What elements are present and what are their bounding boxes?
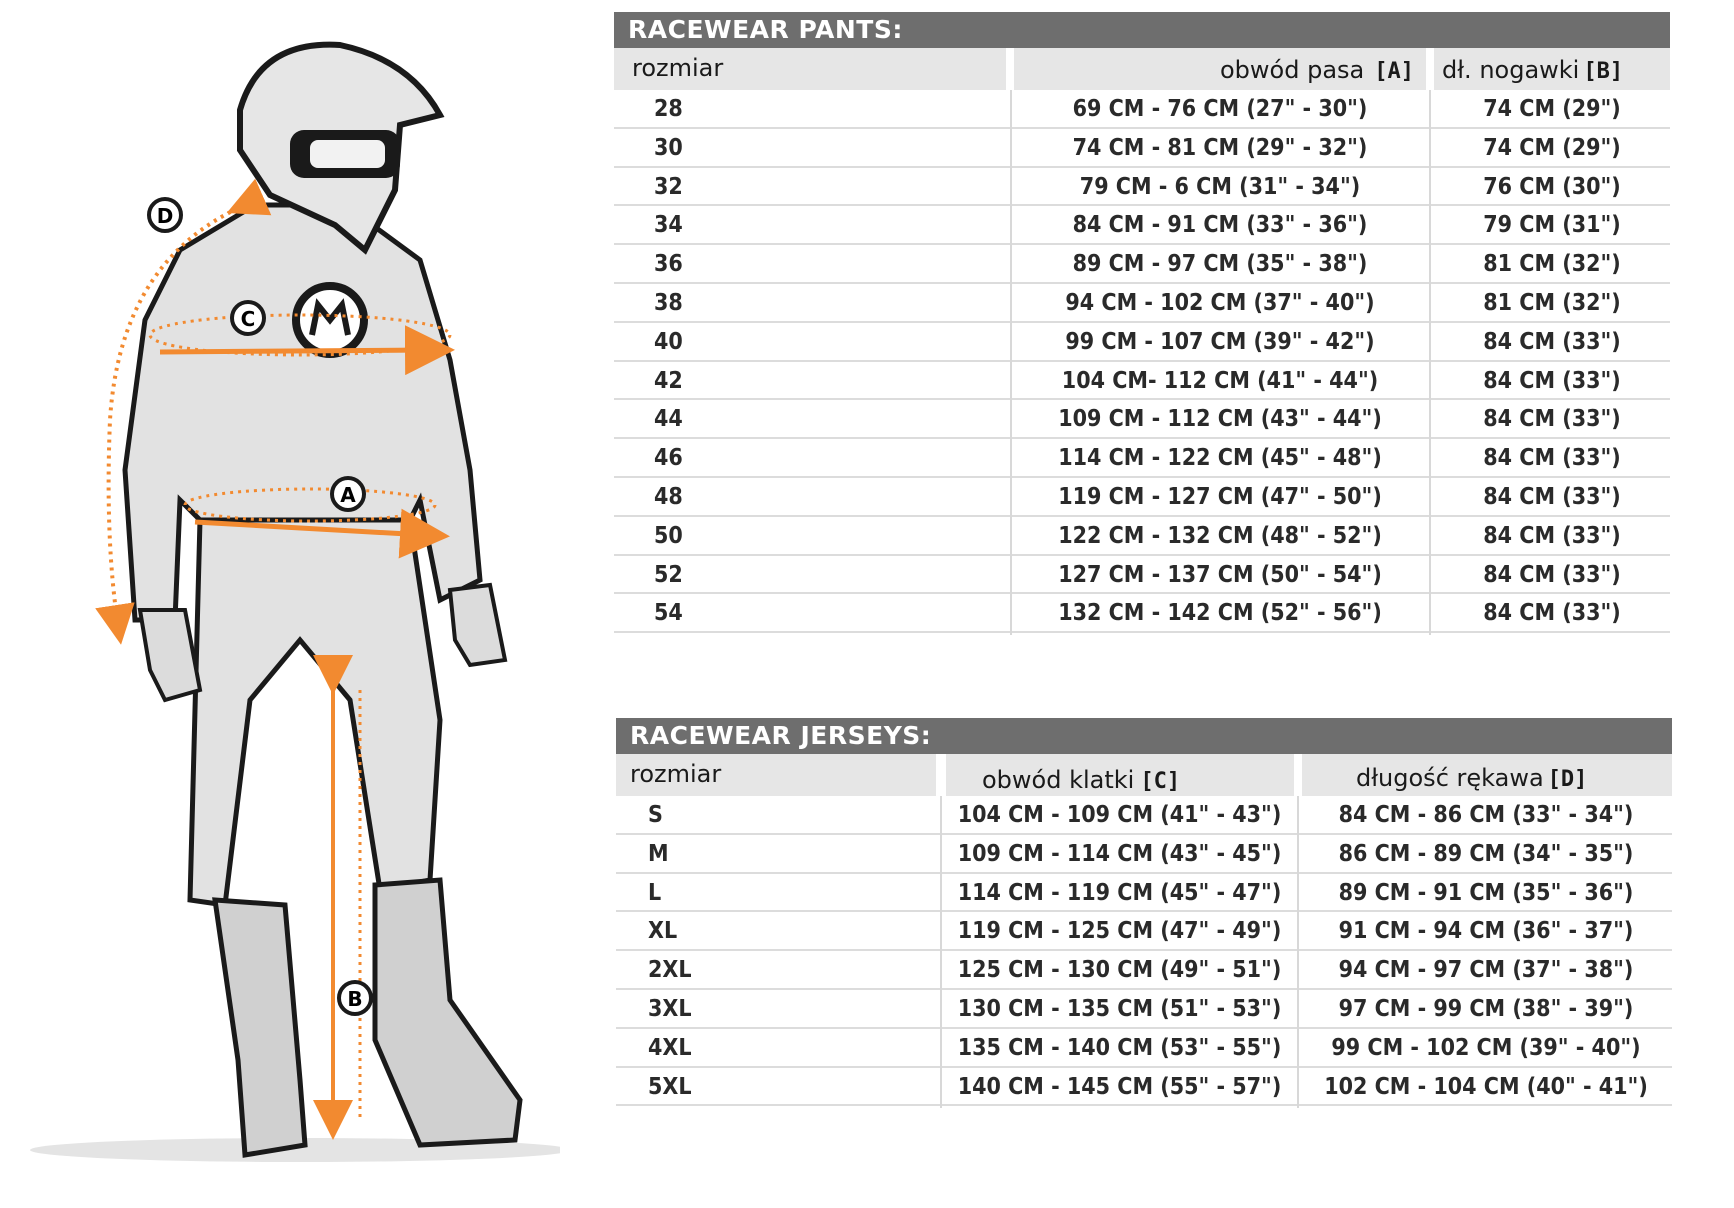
pants-header-waist: obwód pasa [A] [1014, 48, 1426, 90]
jerseys-size-table [616, 718, 1672, 1108]
table-row [614, 517, 1670, 556]
cell-sleeve: 102 CM - 104 CM (40" - 41") [1324, 1073, 1648, 1100]
table-row [614, 400, 1670, 439]
table-row [616, 990, 1672, 1029]
cell-leg: 84 CM (33") [1483, 561, 1621, 588]
cell-size: 38 [654, 289, 683, 316]
right-boot [375, 880, 520, 1145]
pants-table-header [614, 48, 1670, 90]
label-d-badge [149, 199, 181, 231]
jerseys-table-header [616, 754, 1672, 796]
cell-size: 28 [654, 96, 683, 122]
cell-waist: 104 CM- 112 CM (41" - 44") [1061, 367, 1379, 394]
cell-waist: 127 CM - 137 CM (50" - 54") [1058, 561, 1382, 588]
cell-leg: 84 CM (33") [1483, 483, 1621, 510]
cell-waist: 114 CM - 122 CM (45" - 48") [1058, 445, 1382, 472]
jerseys-header-size: rozmiar [616, 754, 936, 796]
cell-leg: 84 CM (33") [1483, 445, 1621, 472]
cell-waist: 132 CM - 142 CM (52" - 56") [1058, 600, 1382, 627]
pants-table-body [614, 90, 1670, 633]
cell-size: 44 [654, 406, 683, 433]
table-row [614, 168, 1670, 207]
cell-leg: 84 CM (33") [1483, 406, 1621, 433]
svg-text:B: B [347, 987, 363, 1011]
cell-waist: 94 CM - 102 CM (37" - 40") [1065, 289, 1375, 316]
cell-chest: 135 CM - 140 CM (53" - 55") [957, 1034, 1282, 1061]
jerseys-table-title: RACEWEAR JERSEYS: [616, 718, 1672, 754]
cell-waist: 122 CM - 132 CM (48" - 52") [1058, 522, 1382, 549]
cell-sleeve: 94 CM - 97 CM (37" - 38") [1338, 957, 1634, 984]
cell-waist: 99 CM - 107 CM (39" - 42") [1065, 328, 1375, 355]
table-row [616, 835, 1672, 874]
cell-size: 42 [654, 367, 683, 394]
table-row [614, 284, 1670, 323]
table-row [614, 90, 1670, 129]
table-row [614, 206, 1670, 245]
cell-sleeve: 97 CM - 99 CM (38" - 39") [1338, 995, 1634, 1022]
cell-size: 52 [654, 561, 683, 588]
cell-waist: 74 CM - 81 CM (29" - 32") [1072, 134, 1368, 161]
rider-measurement-illustration [0, 0, 560, 1208]
cell-chest: 109 CM - 114 CM (43" - 45") [957, 840, 1282, 867]
cell-chest: 140 CM - 145 CM (55" - 57") [957, 1073, 1282, 1100]
cell-size: 50 [654, 522, 683, 549]
cell-waist: 119 CM - 127 CM (47" - 50") [1058, 483, 1382, 510]
cell-size: S [648, 802, 663, 828]
cell-size: 3XL [648, 995, 692, 1022]
table-row [614, 362, 1670, 401]
table-row [616, 1068, 1672, 1107]
cell-leg: 81 CM (32") [1483, 251, 1621, 278]
pants-header-leg: dł. nogawki [B] [1434, 48, 1670, 90]
table-row [616, 874, 1672, 913]
jerseys-header-sleeve: długość rękawa [D] [1302, 754, 1672, 796]
cell-size: 54 [654, 600, 683, 627]
table-row [614, 245, 1670, 284]
svg-text:A: A [340, 483, 356, 507]
pants-size-table [614, 12, 1670, 632]
cell-size: 48 [654, 483, 683, 510]
cell-size: L [648, 879, 662, 906]
cell-chest: 130 CM - 135 CM (51" - 53") [957, 995, 1282, 1022]
cell-leg: 84 CM (33") [1483, 522, 1621, 549]
cell-size: 40 [654, 328, 683, 355]
table-row [614, 323, 1670, 362]
cell-leg: 76 CM (30") [1483, 173, 1621, 200]
cell-size: 46 [654, 445, 683, 472]
cell-sleeve: 99 CM - 102 CM (39" - 40") [1331, 1034, 1641, 1061]
cell-leg: 74 CM (29") [1483, 96, 1621, 122]
cell-size: 32 [654, 173, 683, 200]
cell-sleeve: 91 CM - 94 CM (36" - 37") [1338, 918, 1634, 945]
cell-size: 30 [654, 134, 683, 161]
label-b-badge [339, 982, 371, 1014]
cell-waist: 109 CM - 112 CM (43" - 44") [1058, 406, 1382, 433]
cell-sleeve: 84 CM - 86 CM (33" - 34") [1338, 802, 1634, 828]
cell-waist: 84 CM - 91 CM (33" - 36") [1072, 212, 1368, 239]
jerseys-header-chest: obwód klatki [C] [946, 754, 1294, 796]
cell-chest: 125 CM - 130 CM (49" - 51") [957, 957, 1282, 984]
label-c-badge [232, 302, 264, 334]
cell-size: 36 [654, 251, 683, 278]
table-row [614, 594, 1670, 633]
left-boot [215, 900, 305, 1155]
cell-leg: 74 CM (29") [1483, 134, 1621, 161]
cell-size: M [648, 840, 669, 867]
pants-table-title: RACEWEAR PANTS: [614, 12, 1670, 48]
table-row [614, 439, 1670, 478]
table-row [616, 1029, 1672, 1068]
cell-sleeve: 86 CM - 89 CM (34" - 35") [1338, 840, 1634, 867]
table-row [614, 478, 1670, 517]
cell-leg: 84 CM (33") [1483, 600, 1621, 627]
cell-chest: 119 CM - 125 CM (47" - 49") [957, 918, 1282, 945]
cell-leg: 84 CM (33") [1483, 328, 1621, 355]
cell-waist: 69 CM - 76 CM (27" - 30") [1072, 96, 1368, 122]
cell-leg: 79 CM (31") [1483, 212, 1621, 239]
cell-waist: 89 CM - 97 CM (35" - 38") [1072, 251, 1368, 278]
svg-text:C: C [240, 307, 256, 331]
table-row [616, 796, 1672, 835]
cell-sleeve: 89 CM - 91 CM (35" - 36") [1338, 879, 1634, 906]
table-row [614, 129, 1670, 168]
table-row [616, 951, 1672, 990]
cell-leg: 84 CM (33") [1483, 367, 1621, 394]
table-row [614, 556, 1670, 595]
cell-size: 5XL [648, 1073, 692, 1100]
cell-chest: 104 CM - 109 CM (41" - 43") [957, 802, 1282, 828]
cell-leg: 81 CM (32") [1483, 289, 1621, 316]
cell-size: 34 [654, 212, 683, 239]
svg-text:D: D [156, 204, 174, 228]
pants-header-size: rozmiar [614, 48, 1006, 90]
label-a-badge [332, 478, 364, 510]
table-row [616, 912, 1672, 951]
cell-size: XL [648, 918, 678, 945]
cell-size: 2XL [648, 957, 692, 984]
cell-size: 4XL [648, 1034, 692, 1061]
cell-chest: 114 CM - 119 CM (45" - 47") [957, 879, 1282, 906]
cell-waist: 79 CM - 6 CM (31" - 34") [1079, 173, 1361, 200]
jerseys-table-body [616, 796, 1672, 1106]
